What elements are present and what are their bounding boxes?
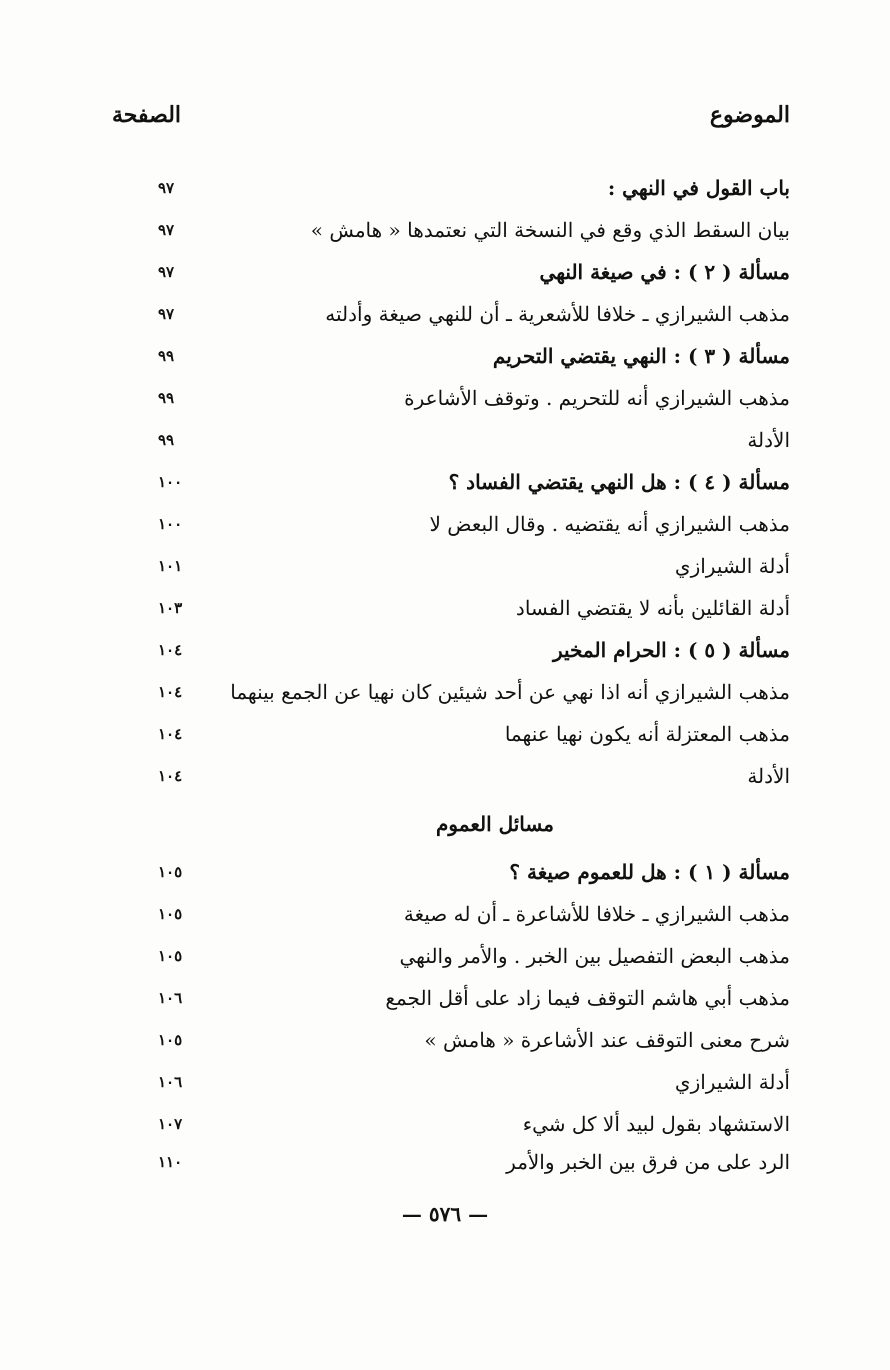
- entry-page: ١٠٤: [158, 767, 183, 785]
- entry-page: ٩٧: [158, 305, 175, 323]
- toc-entry: [0, 1104, 890, 1144]
- toc-entry: [0, 210, 890, 250]
- entry-text: مسألة ( ١ ) : هل للعموم صيغة ؟: [509, 860, 790, 884]
- section-title: مسائل العموم: [436, 812, 554, 836]
- entry-text: مسألة ( ٣ ) : النهي يقتضي التحريم: [492, 344, 790, 368]
- toc-entry: [0, 294, 890, 334]
- page-number-footer: — ٥٧٦ —: [401, 1202, 489, 1226]
- entry-page: ١٠٠: [158, 515, 183, 533]
- toc-entry: [0, 852, 890, 892]
- entry-text: الرد على من فرق بين الخبر والأمر: [506, 1150, 790, 1174]
- section-heading: [0, 812, 890, 836]
- entry-page: ٩٧: [158, 221, 175, 239]
- entry-page: ١٠٥: [158, 947, 183, 965]
- toc-entry: [0, 894, 890, 934]
- entry-text: الأدلة: [747, 764, 790, 788]
- entry-page: ١٠٤: [158, 725, 183, 743]
- entry-text: مذهب الشيرازي أنه للتحريم . وتوقف الأشاعرة: [404, 386, 790, 410]
- entry-page: ١١٠: [158, 1153, 183, 1171]
- toc-entry: [0, 546, 890, 586]
- toc-entry: [0, 504, 890, 544]
- entry-text: مذهب المعتزلة أنه يكون نهيا عنهما: [504, 722, 790, 746]
- entry-text: مذهب أبي هاشم التوقف فيما زاد على أقل الجمع: [385, 986, 790, 1010]
- toc-entry: [0, 1142, 890, 1182]
- entry-page: ١٠٦: [158, 989, 183, 1007]
- toc-entry: [0, 336, 890, 376]
- page-column-header: الصفحة: [112, 102, 182, 128]
- toc-entry: [0, 378, 890, 418]
- entry-page: ٩٩: [158, 389, 175, 407]
- entry-text: مسألة ( ٥ ) : الحرام المخير: [552, 638, 790, 662]
- entry-text: أدلة الشيرازي: [674, 554, 790, 578]
- toc-entry: [0, 756, 890, 796]
- entry-text: مذهب البعض التفصيل بين الخبر . والأمر والنهي: [399, 944, 790, 968]
- entry-page: ١٠٥: [158, 1031, 183, 1049]
- entry-text: الاستشهاد بقول لبيد ألا كل شيء: [522, 1112, 790, 1136]
- entry-page: ١٠٧: [158, 1115, 183, 1133]
- toc-entry: [0, 1020, 890, 1060]
- toc-entry: [0, 672, 890, 712]
- entry-page: ١٠١: [158, 557, 183, 575]
- entry-page: ٩٧: [158, 179, 175, 197]
- toc-entry: [0, 588, 890, 628]
- entry-page: ١٠٦: [158, 1073, 183, 1091]
- entry-text: مذهب الشيرازي ـ خلافا للأشاعرة ـ أن له صيغة: [403, 902, 790, 926]
- entry-text: مذهب الشيرازي أنه اذا نهي عن أحد شيئين كان نهيا عن الجمع بينهما: [230, 680, 790, 704]
- entry-text: مسألة ( ٢ ) : في صيغة النهي: [539, 260, 790, 284]
- topic-column-header: الموضوع: [709, 102, 790, 128]
- entry-text: شرح معنى التوقف عند الأشاعرة « هامش »: [424, 1028, 790, 1052]
- toc-entry: [0, 168, 890, 208]
- entry-page: ٩٩: [158, 431, 175, 449]
- entry-text: أدلة القائلين بأنه لا يقتضي الفساد: [515, 596, 790, 620]
- entry-text: الأدلة: [747, 428, 790, 452]
- toc-entry: [0, 252, 890, 292]
- entry-page: ١٠٥: [158, 905, 183, 923]
- toc-entry: [0, 1062, 890, 1102]
- toc-entry: [0, 462, 890, 502]
- entry-text: مذهب الشيرازي أنه يقتضيه . وقال البعض لا: [429, 512, 790, 536]
- entry-page: ١٠٠: [158, 473, 183, 491]
- toc-entry: [0, 978, 890, 1018]
- entry-page: ٩٩: [158, 347, 175, 365]
- entry-text: مسألة ( ٤ ) : هل النهي يقتضي الفساد ؟: [448, 470, 790, 494]
- toc-entry: [0, 936, 890, 976]
- entry-page: ١٠٣: [158, 599, 183, 617]
- entry-text: بيان السقط الذي وقع في النسخة التي نعتمدها « هامش »: [310, 218, 790, 242]
- entry-page: ٩٧: [158, 263, 175, 281]
- entry-page: ١٠٤: [158, 641, 183, 659]
- entry-text: مذهب الشيرازي ـ خلافا للأشعرية ـ أن للنهي صيغة وأدلته: [325, 302, 790, 326]
- entry-text: أدلة الشيرازي: [674, 1070, 790, 1094]
- toc-entry: [0, 714, 890, 754]
- entry-page: ١٠٥: [158, 863, 183, 881]
- entry-page: ١٠٤: [158, 683, 183, 701]
- toc-entry: [0, 420, 890, 460]
- toc-entry: [0, 630, 890, 670]
- entry-text: باب القول في النهي :: [607, 176, 790, 200]
